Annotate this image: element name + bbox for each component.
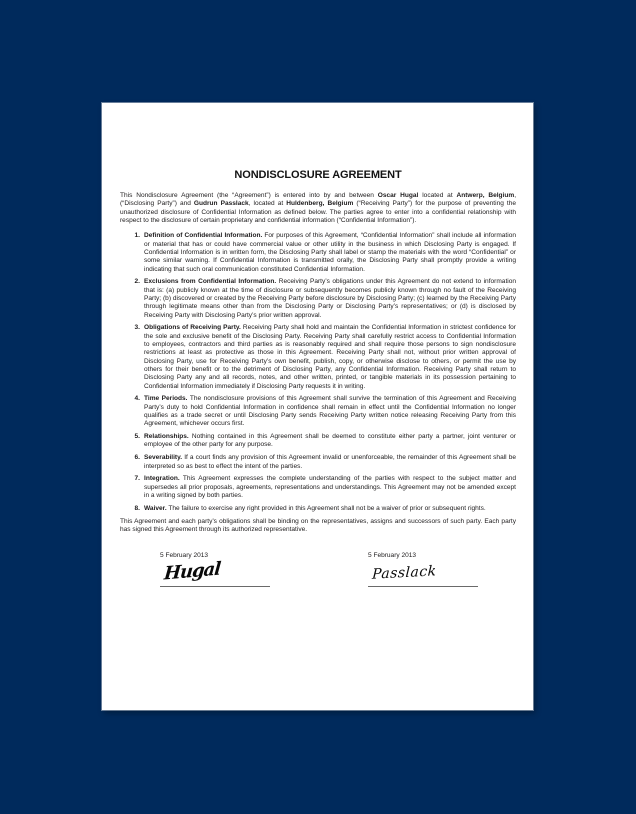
clause-body-text: Receiving Party’s obligations under this Agreement do not extend to information that is: (a) publicly known at the time of disclosure or subsequently becomes publicly known through no fault of the Receiving Party; (b) discovered or created by the Receiving Party before disclosure by Disclosing Party; (c) learned by the Receiving Party through legitimate means other than from the Disclosing Party or Disclosing Party’s representatives; or (d) is disclosed by Receiving Party with Disclosing Party’s prior written approval. <box>144 278 516 319</box>
disclosing-party-signature: Hugal <box>163 558 222 585</box>
clause-body-text: The nondisclosure provisions of this Agreement shall survive the termination of this Agreement and Receiving Party’s duty to hold Confidential Information in confidence shall remain in effect until the Confidential Information no longer qualifies as a trade secret or until Disclosing Party sends Receiving Party written notice releasing Receiving Party from this Agreement, whichever occurs first. <box>144 395 516 428</box>
clause-text <box>144 505 516 513</box>
receiving-party-signature-block <box>368 552 516 587</box>
document-page <box>102 103 533 710</box>
clause-number: 8. <box>134 504 140 512</box>
document-title: NONDISCLOSURE AGREEMENT <box>234 169 402 181</box>
clause-body-text: This Agreement expresses the complete understanding of the parties with respect to the subject matter and supersedes all prior proposals, agreements, representations and understandings. This Agreement may not be amended except in a writing signed by both parties. <box>144 475 517 499</box>
clause-text <box>144 324 516 391</box>
clause-number: 7. <box>134 475 140 483</box>
clause-text <box>144 232 516 274</box>
clause-number: 5. <box>134 433 140 441</box>
signature-section <box>120 552 516 587</box>
clause-time-periods <box>120 395 516 428</box>
clause-integration <box>120 475 516 500</box>
clause-title: Integration. <box>144 475 180 483</box>
clause-title: Time Periods. <box>144 395 188 403</box>
clause-number: 2. <box>134 278 140 286</box>
clause-number: 3. <box>134 324 140 332</box>
clause-relationships <box>120 433 516 450</box>
intro-paragraph: This Nondisclosure Agreement (the “Agreement”) is entered into by and between Oscar Hugal located at Antwerp, Belgium, (“Disclosing Party”) and Gudrun Passlack, located at Huldenberg, Belgium (“Receiving Party”) for the purpose of preventing the unauthorized disclosure of Confidential Information as defined below. The parties agree to enter into a confidential relationship with respect to the disclosure of certain proprietary and confidential information (“Confidential Information”). <box>120 192 517 224</box>
clause-number: 4. <box>134 395 140 403</box>
clause-definition <box>120 232 516 274</box>
clause-body-text: Nothing contained in this Agreement shall be deemed to constitute either party a partner, joint venturer or employee of the other party for any purpose. <box>144 433 516 449</box>
clause-body-text: Receiving Party shall hold and maintain the Confidential Information in strictest confidence for the sole and exclusive benefit of the Disclosing Party. Receiving Party shall carefully restrict access to Confidential Information to employees, contractors and third parties as is reasonably required and shall require those persons to sign nondisclosure restrictions at least as protective as those in this Agreement. Receiving Party shall not, without prior written approval of Disclosing Party, use for Receiving Party’s own benefit, publish, copy, or otherwise disclose to others, or permit the use by others for their benefit or to the detriment of Disclosing Party, any Confidential Information. Receiving Party shall return to Disclosing Party any and all records, notes, and other written, printed, or tangible materials in its possession pertaining to Confidential Information immediately if Disclosing Party requests it in writing. <box>144 324 516 390</box>
disclosing-party-signature-line <box>160 586 270 587</box>
clause-obligations <box>120 324 516 391</box>
clause-number: 1. <box>134 232 140 240</box>
clause-title: Exclusions from Confidential Information. <box>144 278 277 286</box>
receiving-party-signature: Passlack <box>371 563 438 583</box>
disclosing-party-signature-block <box>160 552 308 587</box>
clause-title: Relationships. <box>144 433 189 441</box>
clause-text <box>144 454 516 471</box>
clause-waiver <box>120 505 516 513</box>
clause-title: Severability. <box>144 454 183 462</box>
clause-title: Definition of Confidential Information. <box>144 232 263 240</box>
closing-paragraph: This Agreement and each party’s obligations shall be binding on the representatives, assigns and successors of such party. Each party has signed this Agreement through its authorized representative. <box>120 518 516 534</box>
clause-body-text: If a court finds any provision of this Agreement invalid or unenforceable, the remainder of this Agreement shall be interpreted so as best to effect the intent of the parties. <box>144 454 516 470</box>
clause-text <box>144 433 516 450</box>
clause-title: Waiver. <box>144 504 167 512</box>
clause-text <box>144 395 516 428</box>
clause-exclusions <box>120 278 516 320</box>
clause-body-text: The failure to exercise any right provided in this Agreement shall not be a waiver of prior or subsequent rights. <box>168 504 486 512</box>
clause-title: Obligations of Receiving Party. <box>144 324 241 332</box>
receiving-party-signature-line <box>368 586 478 587</box>
clause-body-text: For purposes of this Agreement, “Confidential Information” shall include all information or material that has or could have commercial value or other utility in the business in which Disclosing Party is engaged. If Confidential Information is in written form, the Disclosing Party shall label or stamp the materials with the word “Confidential” or some similar warning. If Confidential Information is transmitted orally, the Disclosing Party shall promptly provide a writing indicating that such oral communication constituted Confidential Information. <box>144 232 516 273</box>
receiving-party-date: 5 February 2013 <box>368 551 417 559</box>
clause-severability <box>120 454 516 471</box>
clause-number: 6. <box>134 454 140 462</box>
clauses-list <box>120 232 516 513</box>
clause-text <box>144 278 516 320</box>
clause-text <box>144 475 516 500</box>
disclosing-party-date: 5 February 2013 <box>160 551 209 559</box>
